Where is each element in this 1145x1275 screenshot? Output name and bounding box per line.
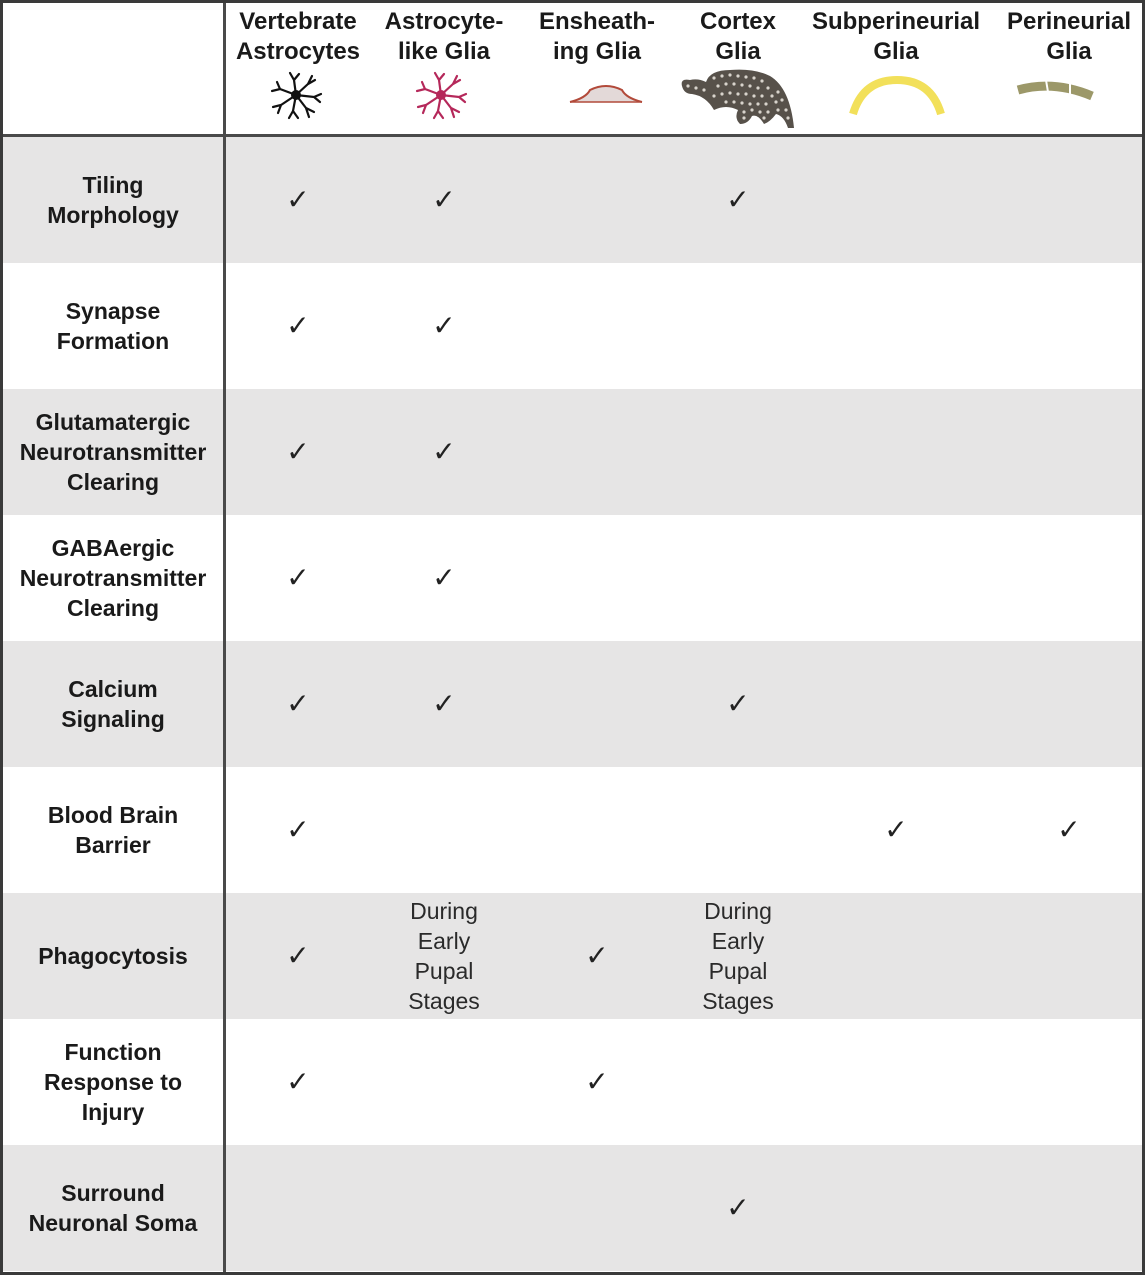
astrocyte-like-glia-icon (413, 70, 469, 120)
column-header-astro: Astrocyte- like Glia (384, 8, 504, 65)
row-label: Surround Neuronal Soma (28, 1180, 198, 1236)
check-mark: ✓ (884, 813, 908, 846)
check-mark: ✓ (286, 813, 310, 846)
column-header-cortex: Cortex Glia (699, 8, 777, 65)
check-mark: ✓ (432, 183, 456, 216)
ensheathing-glia-icon (566, 76, 646, 108)
cell-note: During Early Pupal Stages (408, 898, 480, 1014)
row-label: GABAergic Neurotransmitter Clearing (19, 535, 207, 621)
check-mark: ✓ (286, 183, 310, 216)
header-divider (3, 134, 1142, 137)
column-header-vert: Vertebrate Astrocytes (235, 8, 361, 65)
check-mark: ✓ (286, 435, 310, 468)
perineurial-glia-icon (1014, 76, 1100, 108)
subperineurial-glia-icon (845, 74, 947, 118)
check-mark: ✓ (286, 561, 310, 594)
check-mark: ✓ (432, 435, 456, 468)
row-label: Function Response to Injury (43, 1039, 183, 1125)
cell-note: During Early Pupal Stages (702, 898, 774, 1014)
check-mark: ✓ (286, 939, 310, 972)
row-label: Calcium Signaling (61, 676, 165, 732)
astrocyte-icon (268, 70, 324, 120)
cortex-glia-icon (678, 66, 800, 132)
row-label: Synapse Formation (56, 298, 170, 354)
check-mark: ✓ (432, 561, 456, 594)
check-mark: ✓ (286, 309, 310, 342)
check-mark: ✓ (432, 687, 456, 720)
check-mark: ✓ (286, 687, 310, 720)
check-mark: ✓ (1057, 813, 1081, 846)
check-mark: ✓ (585, 1065, 609, 1098)
label-column-divider (223, 3, 226, 1272)
check-mark: ✓ (726, 687, 750, 720)
row-label: Blood Brain Barrier (47, 802, 179, 858)
row-label: Glutamatergic Neurotransmitter Clearing (19, 409, 207, 495)
check-mark: ✓ (726, 1191, 750, 1224)
check-mark: ✓ (726, 183, 750, 216)
row-label: Tiling Morphology (47, 172, 179, 228)
check-mark: ✓ (286, 1065, 310, 1098)
check-mark: ✓ (432, 309, 456, 342)
column-header-peri: Perineurial Glia (1006, 8, 1132, 65)
row-label: Phagocytosis (38, 943, 188, 969)
column-header-ensh: Ensheath- ing Glia (538, 8, 655, 65)
column-header-subp: Subperineurial Glia (811, 8, 981, 65)
check-mark: ✓ (585, 939, 609, 972)
